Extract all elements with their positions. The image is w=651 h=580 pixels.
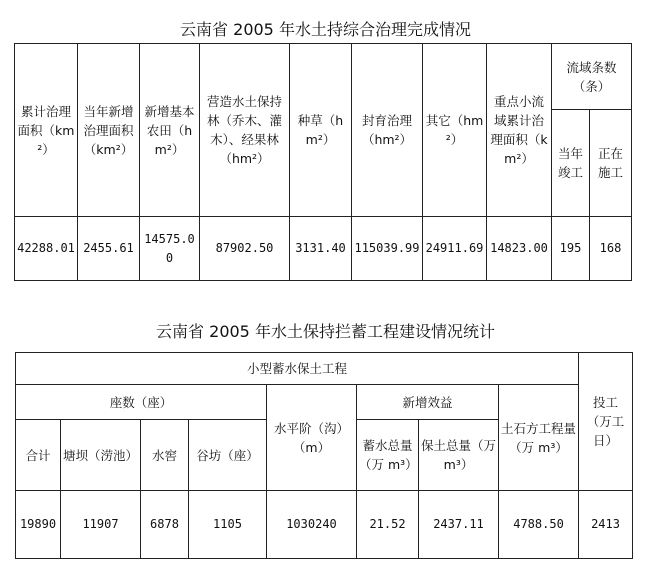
cell-labor: 2413 [579,491,633,559]
cell-ongoing: 168 [590,217,632,281]
cell-completed: 195 [552,217,590,281]
header-closure: 封育治理（hm²） [352,44,423,217]
cell-other: 24911.69 [423,217,487,281]
header-grass: 种草（hm²） [290,44,352,217]
cell-new-area: 2455.61 [78,217,140,281]
header-farmland: 新增基本农田（hm²） [140,44,200,217]
header-cumulative: 累计治理面积（km²） [15,44,78,217]
header-total: 合计 [16,420,61,491]
soil-conservation-table [14,43,632,281]
cell-terrace: 1030240 [267,491,357,559]
header-new-area: 当年新增治理面积（km²） [78,44,140,217]
cell-cumulative: 42288.01 [15,217,78,281]
cell-farmland: 14575.00 [140,217,200,281]
header-check-dam: 谷坊（座） [189,420,267,491]
header-water-storage: 蓄水总量（万 m³） [357,420,419,491]
header-forest: 营造水土保持林（乔木、灌木）、经果林（hm²） [200,44,290,217]
header-basin-count: 流域条数（条） [552,44,632,110]
header-cellar: 水窖 [141,420,189,491]
cell-grass: 3131.40 [290,217,352,281]
cell-check-dam: 1105 [189,491,267,559]
header-seats: 座数（座） [16,385,267,420]
header-ongoing: 正在施工 [590,110,632,217]
cell-earthwork: 4788.50 [499,491,579,559]
cell-forest: 87902.50 [200,217,290,281]
table2-title: 云南省 2005 年水土保持拦蓄工程建设情况统计 [156,322,495,341]
cell-water-storage: 21.52 [357,491,419,559]
header-pond: 塘坝（涝池） [61,420,141,491]
header-completed: 当年竣工 [552,110,590,217]
header-benefit: 新增效益 [357,385,499,420]
cell-closure: 115039.99 [352,217,423,281]
cell-soil-retention: 2437.11 [419,491,499,559]
header-earthwork: 土石方工程量（万 m³） [499,385,579,491]
cell-total: 19890 [16,491,61,559]
cell-small-basin: 14823.00 [487,217,552,281]
header-soil-retention: 保土总量（万 m³） [419,420,499,491]
storage-works-table [15,352,633,559]
table1-title: 云南省 2005 年水土持综合治理完成情况 [180,20,471,39]
header-labor: 投工（万工日） [579,353,633,491]
header-small-storage: 小型蓄水保土工程 [16,353,579,385]
header-other: 其它（hm²） [423,44,487,217]
cell-cellar: 6878 [141,491,189,559]
cell-pond: 11907 [61,491,141,559]
header-terrace: 水平阶（沟）（m） [267,385,357,491]
header-small-basin: 重点小流域累计治理面积（km²） [487,44,552,217]
